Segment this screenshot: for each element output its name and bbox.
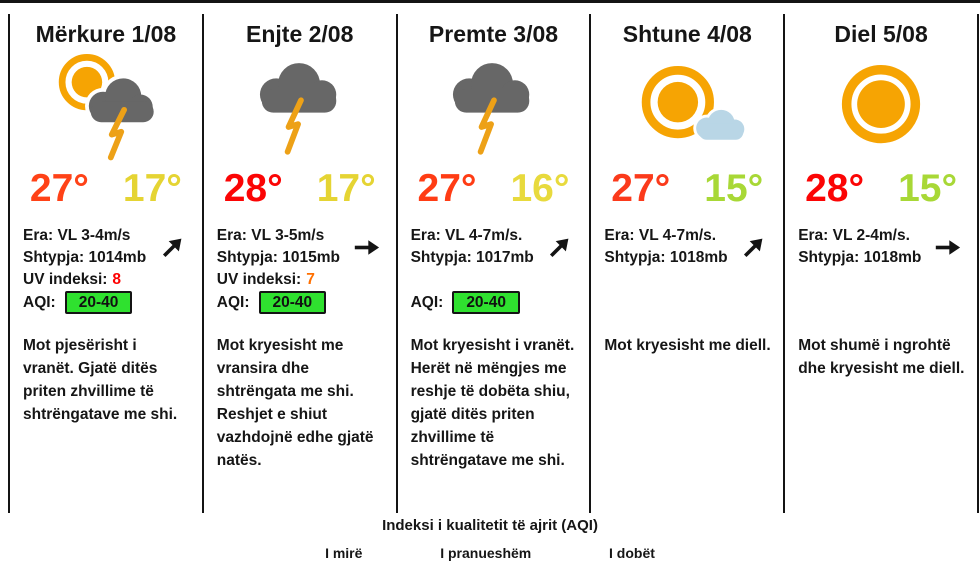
details-block <box>591 225 783 313</box>
forecast-description: Mot kryesisht i vranët. Herët në mëngjes me reshje të dobëta shiu, gjatë ditës priten zhvillime të shtrëngatave me shi. <box>410 337 575 469</box>
temperature-row <box>591 166 783 212</box>
aqi-badge: 20-40 <box>65 291 133 314</box>
wind-direction-arrow-icon <box>353 234 380 261</box>
weather-icon <box>398 48 590 164</box>
day-title: Mërkure 1/08 <box>35 21 177 47</box>
weather-icon <box>204 48 396 164</box>
aqi-line <box>217 291 396 313</box>
wind-line: Era: VL 4-7m/s. <box>604 227 717 244</box>
wind-line: Era: VL 3-5m/s <box>216 227 325 244</box>
forecast-description: Mot pjesërisht i vranët. Gjatë ditës priten zhvillime të shtrëngatave me shi. <box>23 337 178 423</box>
details-block <box>785 225 977 313</box>
details-block <box>204 225 396 313</box>
low-temperature: 17° <box>122 167 182 210</box>
aqi-scale-legend: I mirë I pranueshëm I dobët <box>325 545 655 561</box>
sun-behind-storm-cloud-icon <box>44 50 168 162</box>
pressure-line: Shtypja: 1018mb <box>798 249 922 266</box>
aqi-line <box>23 291 202 313</box>
low-temperature: 17° <box>316 167 376 210</box>
aqi-badge: 20-40 <box>259 291 327 314</box>
forecast-columns <box>8 14 979 513</box>
forecast-day-column-3 <box>396 14 590 513</box>
pressure-line: Shtypja: 1014mb <box>23 249 147 266</box>
uv-line <box>411 269 590 291</box>
day-title: Diel 5/08 <box>834 21 928 47</box>
wind-line: Era: VL 4-7m/s. <box>410 227 523 244</box>
top-border-line <box>0 0 980 3</box>
uv-label: UV indeksi: <box>23 271 108 288</box>
aqi-line <box>798 291 977 313</box>
details-block <box>10 225 202 313</box>
uv-label: UV indeksi: <box>216 271 302 288</box>
temperature-row <box>785 166 977 212</box>
weather-icon <box>785 48 977 164</box>
uv-value: 8 <box>112 271 122 288</box>
wind-line: Era: VL 2-4m/s. <box>798 227 910 244</box>
pressure-line: Shtypja: 1018mb <box>604 249 728 266</box>
aqi-label: AQI: <box>216 294 250 311</box>
uv-line <box>217 269 396 291</box>
details-block <box>398 225 590 313</box>
temperature-row <box>204 166 396 212</box>
aqi-line <box>411 291 590 313</box>
uv-line <box>23 269 202 291</box>
low-temperature: 15° <box>704 167 764 210</box>
wind-direction-arrow-icon <box>934 234 961 261</box>
high-temperature: 28° <box>805 167 865 210</box>
high-temperature: 27° <box>417 167 477 210</box>
sun-with-cloud-icon <box>622 56 752 156</box>
uv-value: 7 <box>306 271 315 288</box>
forecast-description: Mot kryesisht me vransira dhe shtrëngata me shi. Reshjet e shiut vazhdojnë edhe gjatë natës. <box>216 337 374 469</box>
weather-icon <box>10 48 202 164</box>
forecast-day-column-2 <box>202 14 396 513</box>
aqi-line <box>604 291 783 313</box>
day-title: Premte 3/08 <box>428 21 559 47</box>
day-title: Enjte 2/08 <box>246 21 354 47</box>
aqi-section-title: Indeksi i kualitetit të ajrit (AQI) <box>382 517 598 534</box>
uv-line <box>798 269 977 291</box>
pressure-line: Shtypja: 1015mb <box>216 249 340 266</box>
high-temperature: 28° <box>223 167 283 210</box>
forecast-day-column-1 <box>8 14 202 513</box>
forecast-description: Mot kryesisht me diell. <box>604 337 771 354</box>
aqi-label: AQI: <box>23 294 56 311</box>
high-temperature: 27° <box>29 167 89 210</box>
pressure-line: Shtypja: 1017mb <box>410 249 534 266</box>
wind-line: Era: VL 3-4m/s <box>23 227 131 244</box>
storm-cloud-lightning-icon <box>431 50 555 162</box>
low-temperature: 16° <box>510 167 570 210</box>
high-temperature: 27° <box>611 167 671 210</box>
uv-line <box>604 269 783 291</box>
temperature-row <box>398 166 590 212</box>
storm-cloud-lightning-icon <box>238 50 362 162</box>
temperature-row <box>10 166 202 212</box>
weather-icon <box>591 48 783 164</box>
forecast-day-column-5 <box>783 14 977 513</box>
low-temperature: 15° <box>898 167 958 210</box>
aqi-label: AQI: <box>410 294 444 311</box>
aqi-badge: 20-40 <box>452 291 520 314</box>
day-title: Shtune 4/08 <box>622 21 752 47</box>
forecast-description: Mot shumë i ngrohtë dhe kryesisht me diell. <box>798 337 965 377</box>
forecast-day-column-4 <box>589 14 783 513</box>
sun-icon <box>819 56 943 156</box>
